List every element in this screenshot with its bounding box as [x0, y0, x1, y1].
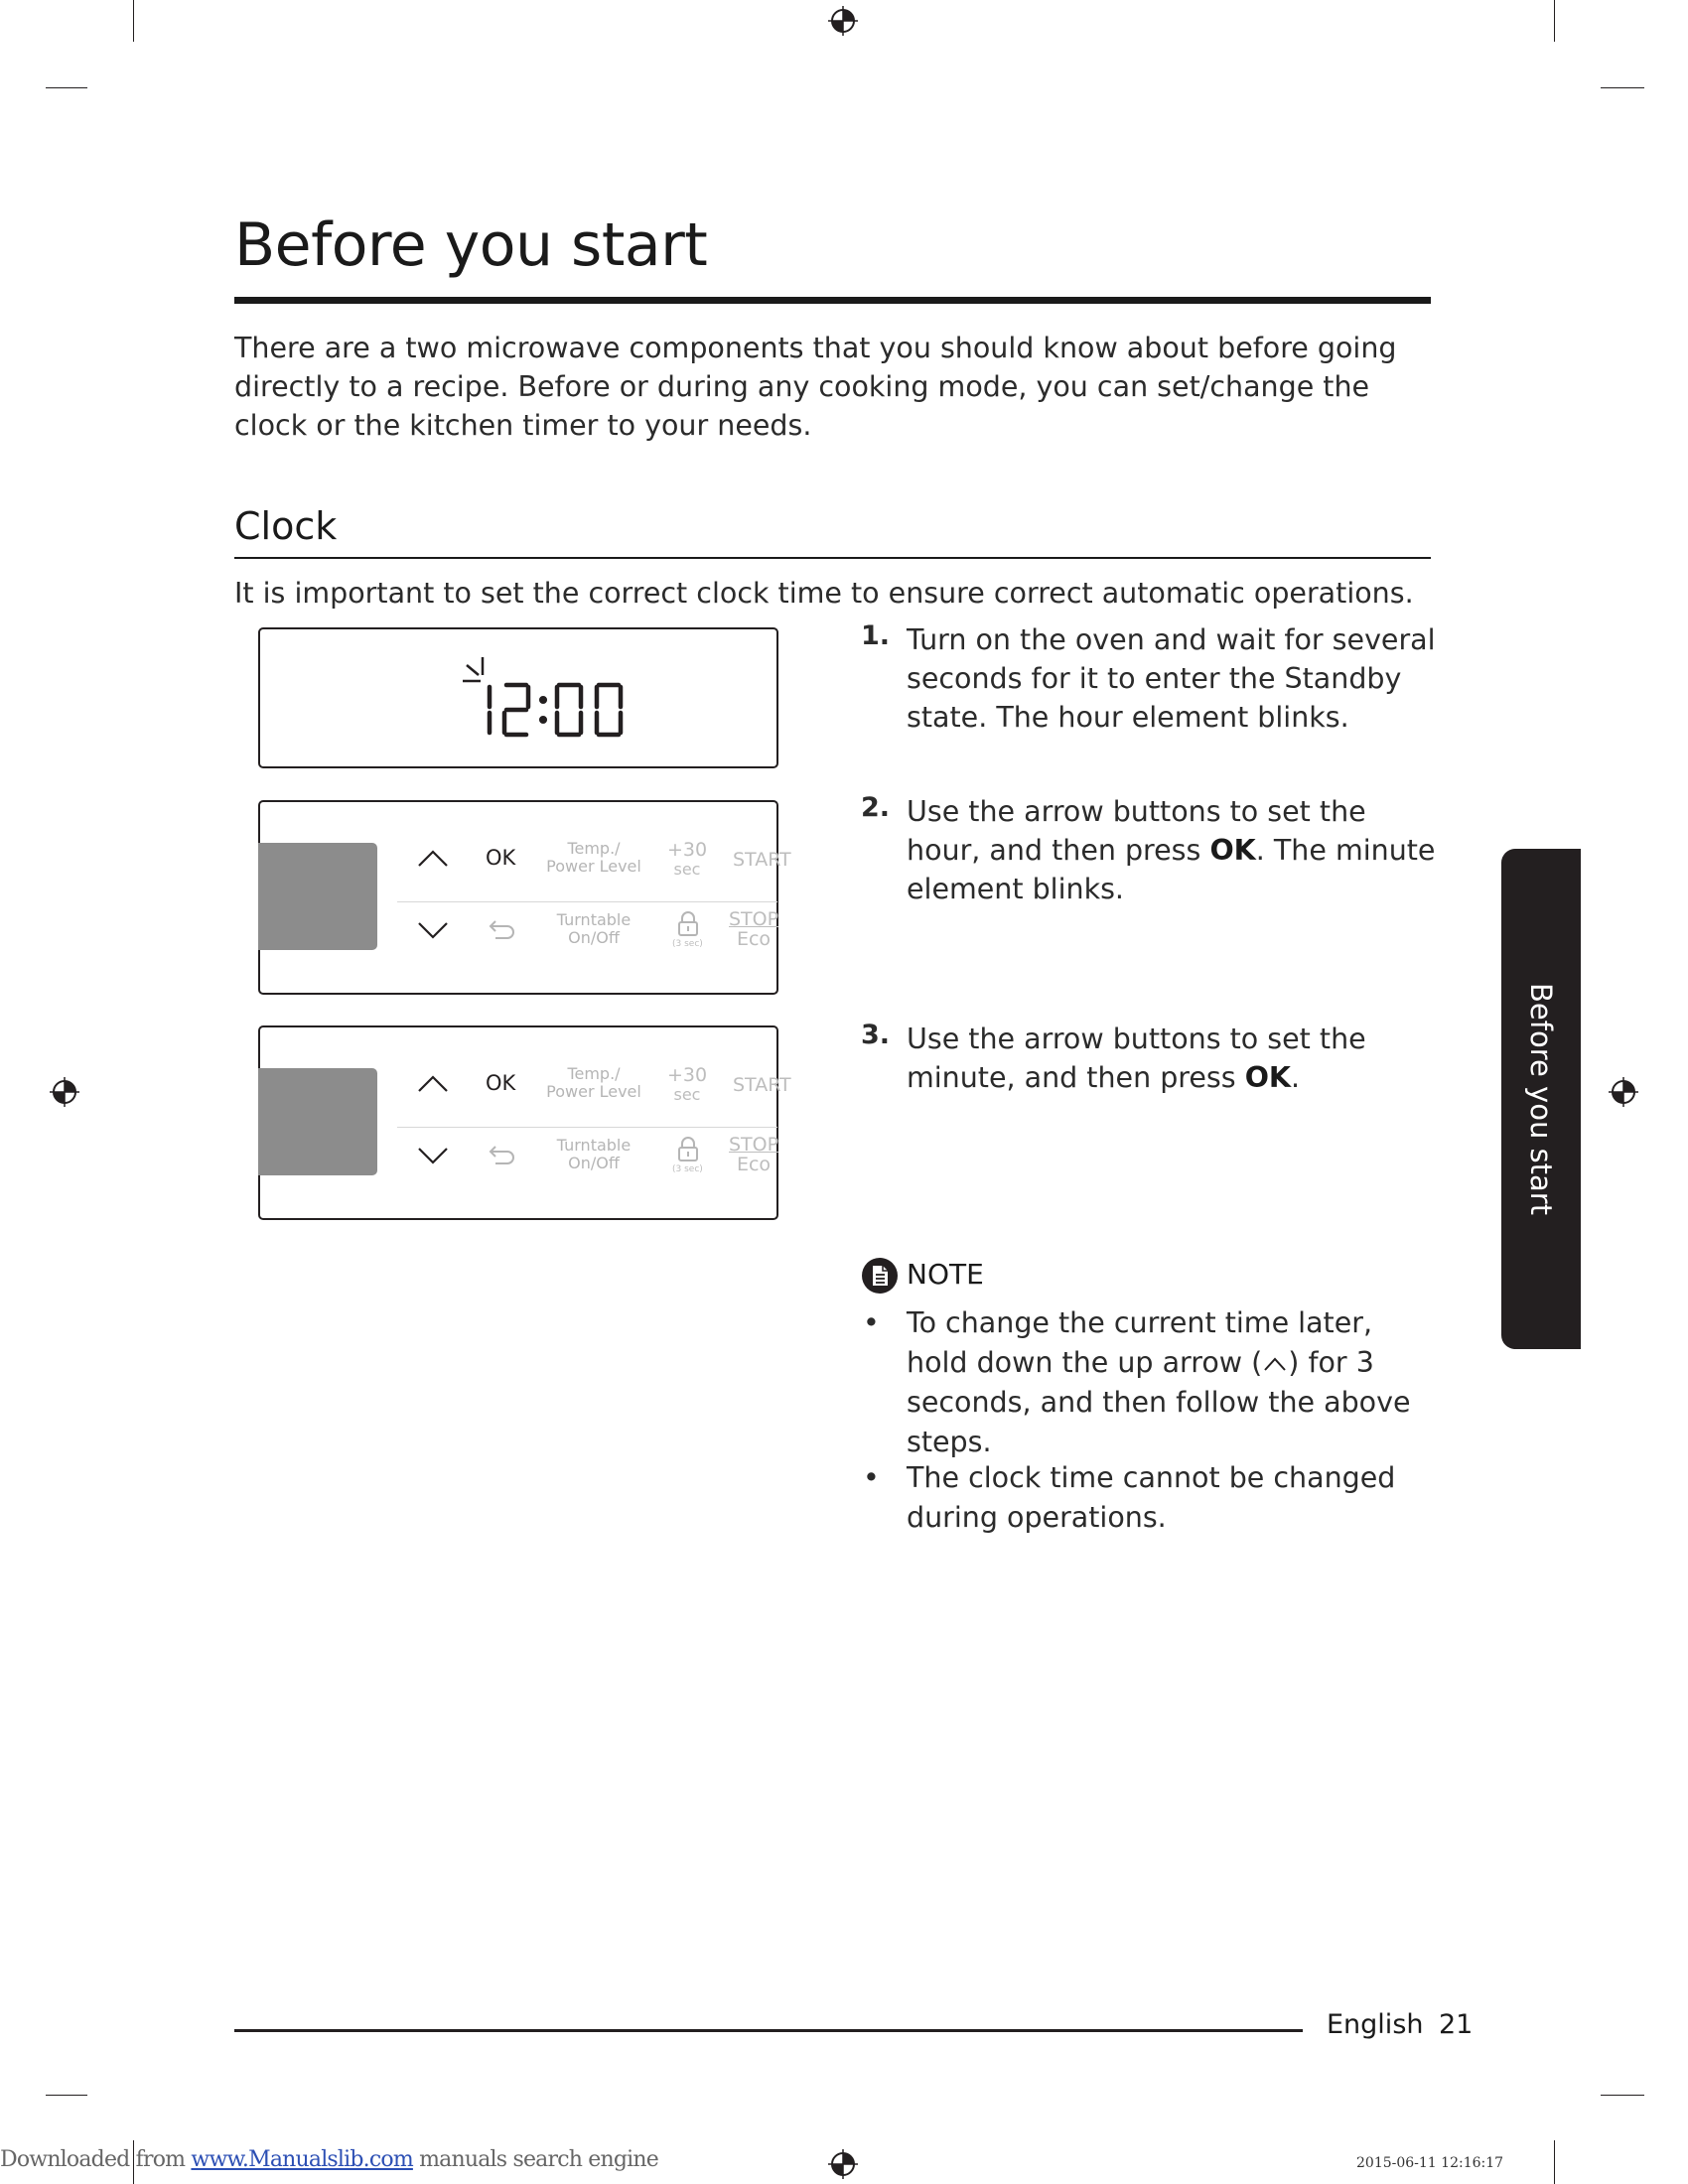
- manualslib-link[interactable]: www.Manualslib.com: [191, 2147, 413, 2172]
- bullet: •: [863, 1306, 880, 1339]
- crop-mark: [1601, 87, 1644, 88]
- note-list: [861, 1303, 1417, 1538]
- stop-eco-label: STOP Eco: [729, 1134, 779, 1175]
- registration-mark-icon: [50, 1077, 79, 1107]
- start-label: START: [733, 849, 791, 871]
- section-intro: It is important to set the correct clock time to ensure correct automatic operations.: [234, 577, 1414, 610]
- panel-divider: [397, 1127, 777, 1128]
- up-arrow-icon: [1262, 1354, 1288, 1374]
- crop-mark: [1601, 2095, 1644, 2096]
- step-text: Use the arrow buttons to set the minute, and then press OK.: [907, 1023, 1366, 1094]
- panel-display-window: [258, 1068, 377, 1175]
- lock-icon: [676, 1137, 700, 1162]
- clock-display-illustration: [258, 627, 778, 768]
- clock-display-digits: [459, 647, 637, 747]
- temp-power-level-label: Temp./ Power Level: [546, 1064, 641, 1101]
- start-label: START: [733, 1074, 791, 1096]
- crop-mark: [1554, 0, 1555, 42]
- ok-button-label: OK: [486, 1071, 516, 1095]
- footer-rule: [234, 2029, 1303, 2032]
- page-number: 21: [1439, 2009, 1474, 2040]
- print-timestamp: 2015-06-11 12:16:17: [1356, 2155, 1504, 2171]
- step-number: 3.: [861, 1020, 891, 1050]
- title-rule: [234, 297, 1431, 304]
- lock-hint-label: (3 sec): [672, 939, 703, 949]
- plus30-sec-label: +30 sec: [666, 1064, 708, 1104]
- control-panel-illustration: [258, 1025, 791, 1220]
- plus30-sec-label: +30 sec: [666, 839, 708, 879]
- list-item: • To change the current time later, hold down the up arrow ( ) for 3 seconds, and then follow the above steps.: [861, 1303, 1417, 1462]
- crop-mark: [1554, 2140, 1555, 2184]
- up-arrow-icon: [413, 846, 453, 872]
- note-label: NOTE: [907, 1258, 984, 1291]
- registration-mark-icon: [1609, 1077, 1638, 1107]
- lock-hint-label: (3 sec): [672, 1164, 703, 1174]
- registration-mark-icon: [828, 2149, 858, 2179]
- control-panel-illustration: [258, 800, 791, 995]
- intro-paragraph: There are a two microwave components that you should know about before going directly to a recipe. Before or during any cooking mode, you can set/change the clock or the kitchen timer to your needs.: [234, 332, 1397, 442]
- page-title: Before you start: [234, 210, 708, 280]
- panel-divider: [397, 901, 777, 902]
- up-arrow-icon: [413, 1071, 453, 1097]
- turntable-label: Turntable On/Off: [556, 910, 632, 947]
- ok-button-label: OK: [486, 846, 516, 870]
- lock-icon: [676, 911, 700, 937]
- download-banner: Downloaded from www.Manualslib.com manuals search engine: [0, 2147, 658, 2172]
- panel-display-window: [258, 843, 377, 950]
- blink-indicator-icon: [463, 657, 483, 681]
- bullet: •: [863, 1461, 880, 1494]
- temp-power-level-label: Temp./ Power Level: [546, 839, 641, 876]
- step-text: Turn on the oven and wait for several seconds for it to enter the Standby state. The hour element blinks.: [907, 623, 1436, 734]
- list-item: • The clock time cannot be changed during operations.: [861, 1458, 1417, 1538]
- step-number: 2.: [861, 792, 891, 823]
- back-arrow-icon: [488, 1141, 519, 1168]
- step-text: Use the arrow buttons to set the hour, and then press OK. The minute element blinks.: [907, 795, 1436, 905]
- side-tab: [1501, 849, 1581, 1349]
- turntable-label: Turntable On/Off: [556, 1136, 632, 1172]
- crop-mark: [133, 0, 134, 42]
- registration-mark-icon: [828, 6, 858, 36]
- side-tab-label: Before you start: [1524, 982, 1558, 1216]
- back-arrow-icon: [488, 915, 519, 943]
- down-arrow-icon: [413, 1143, 453, 1168]
- crop-mark: [46, 87, 87, 88]
- down-arrow-icon: [413, 917, 453, 943]
- footer-language: English: [1327, 2009, 1424, 2040]
- section-rule: [234, 557, 1431, 559]
- crop-mark: [46, 2095, 87, 2096]
- section-title: Clock: [234, 504, 338, 548]
- step-number: 1.: [861, 620, 891, 651]
- ok-keyword: OK: [1209, 834, 1256, 867]
- note-icon: [861, 1257, 899, 1295]
- ok-keyword: OK: [1244, 1061, 1291, 1094]
- stop-eco-label: STOP Eco: [729, 908, 779, 950]
